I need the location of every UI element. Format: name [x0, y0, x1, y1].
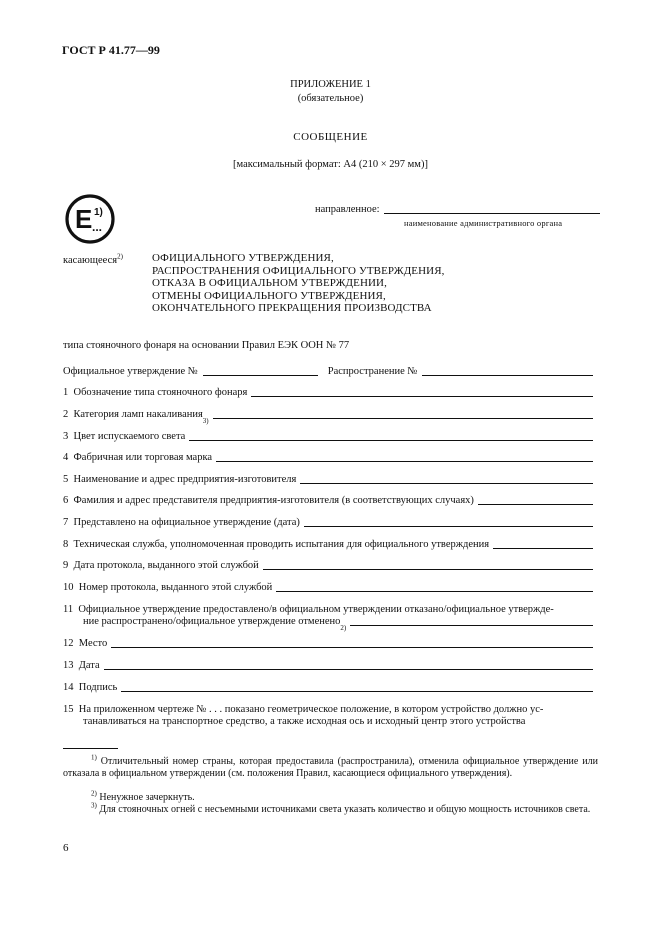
format-note: [максимальный формат: А4 (210 × 297 мм)]: [233, 159, 428, 170]
footnote: $^{2)}$ Ненужное зачеркнуть.: [91, 789, 195, 803]
sent-to-label: направленное:: [315, 204, 380, 215]
concerning-list: [152, 252, 445, 315]
form-field-15-line2: танавливаться на транспортное средство, а также исходная ось и исходный центр этого устройства: [83, 716, 526, 727]
form-field-row: 7 Представлено на официальное утверждение (дата): [63, 516, 593, 529]
extension-number-field[interactable]: [422, 366, 593, 376]
form-field-row: 3 Цвет испускаемого света: [63, 430, 593, 443]
form-field-row: 9 Дата протокола, выданного этой службой: [63, 559, 593, 572]
field-input[interactable]: [104, 660, 593, 670]
footnote-divider: [63, 748, 118, 749]
svg-text:1): 1): [94, 207, 103, 218]
concerning-item: ОКОНЧАТЕЛЬНОГО ПРЕКРАЩЕНИЯ ПРОИЗВОДСТВА: [152, 302, 432, 314]
sent-to-field[interactable]: [384, 204, 600, 214]
field-input[interactable]: [216, 452, 593, 462]
approval-row: [63, 365, 593, 378]
field-input[interactable]: [304, 517, 593, 527]
form-field-11-line2: ние распространено/официальное утверждение отменено 2): [83, 615, 593, 628]
footnote: $^{3)}$ Для стояночных огней с несъемными источниками света указать количество и общую мощность источников света.: [91, 801, 591, 815]
field-input[interactable]: [276, 582, 593, 592]
approval-label: Официальное утверждение №: [63, 366, 198, 377]
concerning-label: касающееся$^{2)}$: [63, 252, 123, 266]
field-input[interactable]: [263, 560, 593, 570]
sent-to-row: [315, 203, 600, 216]
type-line: типа стояночного фонаря на основании Правил ЕЭК ООН № 77: [63, 340, 350, 351]
concerning-item: ОТКАЗА В ОФИЦИАЛЬНОМ УТВЕРЖДЕНИИ,: [152, 277, 387, 289]
form-field-row: 13 Дата: [63, 659, 593, 672]
document-id: ГОСТ Р 41.77—99: [62, 43, 160, 57]
extension-label: Распространение №: [327, 366, 418, 377]
form-field-row: 8 Техническая служба, уполномоченная проводить испытания для официального утверждения: [63, 538, 593, 551]
field-input[interactable]: [300, 474, 593, 484]
svg-text:...: ...: [92, 220, 103, 234]
form-field-row: 1 Обозначение типа стояночного фонаря: [63, 386, 593, 399]
form-field-row: 5 Наименование и адрес предприятия-изготовителя: [63, 473, 593, 486]
field-input[interactable]: [121, 682, 593, 692]
field-input[interactable]: [213, 409, 593, 419]
field-input[interactable]: [111, 638, 593, 648]
approval-mark-icon: [62, 193, 118, 245]
form-field-row: 4 Фабричная или торговая марка: [63, 451, 593, 464]
form-field-row: 14 Подпись: [63, 681, 593, 694]
svg-text:E: E: [75, 204, 93, 234]
approval-number-field[interactable]: [203, 366, 318, 376]
annex-subtitle: (обязательное): [297, 93, 364, 104]
concerning-item: РАСПРОСТРАНЕНИЯ ОФИЦИАЛЬНОГО УТВЕРЖДЕНИЯ,: [152, 264, 445, 277]
footnote: $^{1)}$ Отличительный номер страны, которая предоставила (распространила), отменила официальное утверждение или отказала в официальном утверждении (см. положения Правил, касающиеся официального утверждения).: [63, 753, 598, 779]
form-field-11: 11 Официальное утверждение предоставлено/в официальном утверждении отказано/официальное утвержде-: [63, 604, 554, 615]
field-input[interactable]: [478, 495, 593, 505]
form-field-row: 2 Категория ламп накаливания 3): [63, 408, 593, 421]
form-field-row: 6 Фамилия и адрес представителя предприятия-изготовителя (в соответствующих случаях): [63, 494, 593, 507]
field-input[interactable]: [493, 539, 593, 549]
concerning-item: ОФИЦИАЛЬНОГО УТВЕРЖДЕНИЯ,: [152, 252, 334, 264]
field-input[interactable]: [350, 616, 593, 626]
form-field-row: 10 Номер протокола, выданного этой службой: [63, 581, 593, 594]
form-field-15: 15 На приложенном чертеже № . . . показано геометрическое положение, в котором устройство должно ус-: [63, 704, 544, 715]
form-field-row: 12 Место: [63, 637, 593, 650]
annex-title: ПРИЛОЖЕНИЕ 1: [290, 79, 371, 90]
field-input[interactable]: [251, 387, 593, 397]
field-input[interactable]: [189, 431, 593, 441]
sent-to-caption: наименование административного органа: [404, 218, 563, 228]
message-title: СООБЩЕНИЕ: [293, 131, 368, 143]
concerning-item: ОТМЕНЫ ОФИЦИАЛЬНОГО УТВЕРЖДЕНИЯ,: [152, 289, 386, 302]
page-number: 6: [63, 842, 69, 854]
